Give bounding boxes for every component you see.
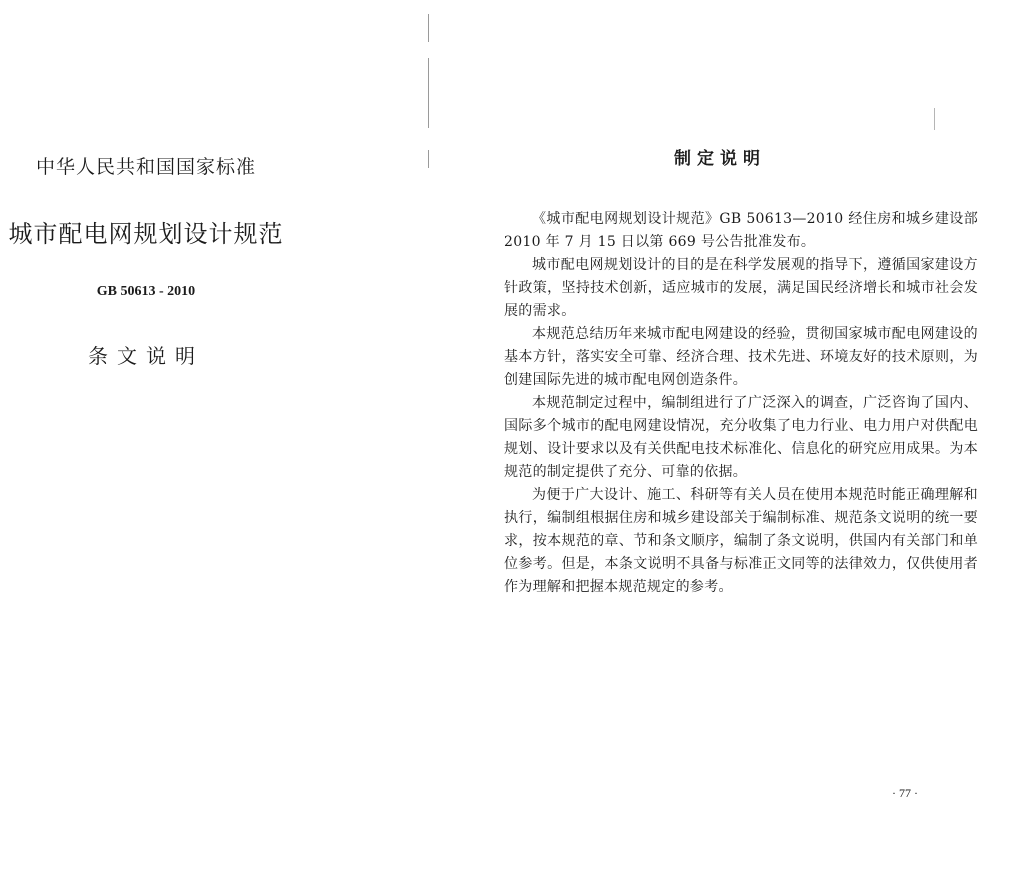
page-gutter-line <box>428 150 429 168</box>
explanation-body <box>504 208 978 599</box>
paragraph: 城市配电网规划设计的目的是在科学发展观的指导下，遵循国家建设方针政策，坚持技术创新，适应城市的发展，满足国民经济增长和城市社会发展的需求。 <box>504 257 978 319</box>
paragraph: 《城市配电网规划设计规范》GB 50613—2010 经住房和城乡建设部 2010 年 7 月 15 日以第 669 号公告批准发布。 <box>504 211 978 250</box>
standard-subtitle: 条文说明 <box>88 344 204 368</box>
page-gutter-line <box>428 14 429 42</box>
national-standard-label: 中华人民共和国国家标准 <box>35 156 256 178</box>
left-page <box>0 0 430 871</box>
page-gutter-line <box>428 58 429 128</box>
standard-code: GB 50613 - 2010 <box>96 284 196 299</box>
explanation-title: 制定说明 <box>674 149 766 169</box>
paragraph: 为便于广大设计、施工、科研等有关人员在使用本规范时能正确理解和执行，编制组根据住房和城乡建设部关于编制标准、规范条文说明的统一要求，按本规范的章、节和条文顺序，编制了条文说明，供国内有关部门和单位参考。但是，本条文说明不具备与标准正文同等的法律效力，仅供使用者作为理解和把握本规范规定的参考。 <box>504 487 978 595</box>
paragraph: 本规范总结历年来城市配电网建设的经验，贯彻国家城市配电网建设的基本方针，落实安全可靠、经济合理、技术先进、环境友好的技术原则，为创建国际先进的城市配电网创造条件。 <box>504 326 978 388</box>
page-number: · 77 · <box>892 786 918 800</box>
right-page <box>430 0 1027 871</box>
standard-title: 城市配电网规划设计规范 <box>8 220 284 248</box>
paragraph: 本规范制定过程中，编制组进行了广泛深入的调查，广泛咨询了国内、国际多个城市的配电网建设情况，充分收集了电力行业、电力用户对供配电规划、设计要求以及有关供配电技术标准化、信息化的研究应用成果。为本规范的制定提供了充分、可靠的依据。 <box>504 395 978 480</box>
